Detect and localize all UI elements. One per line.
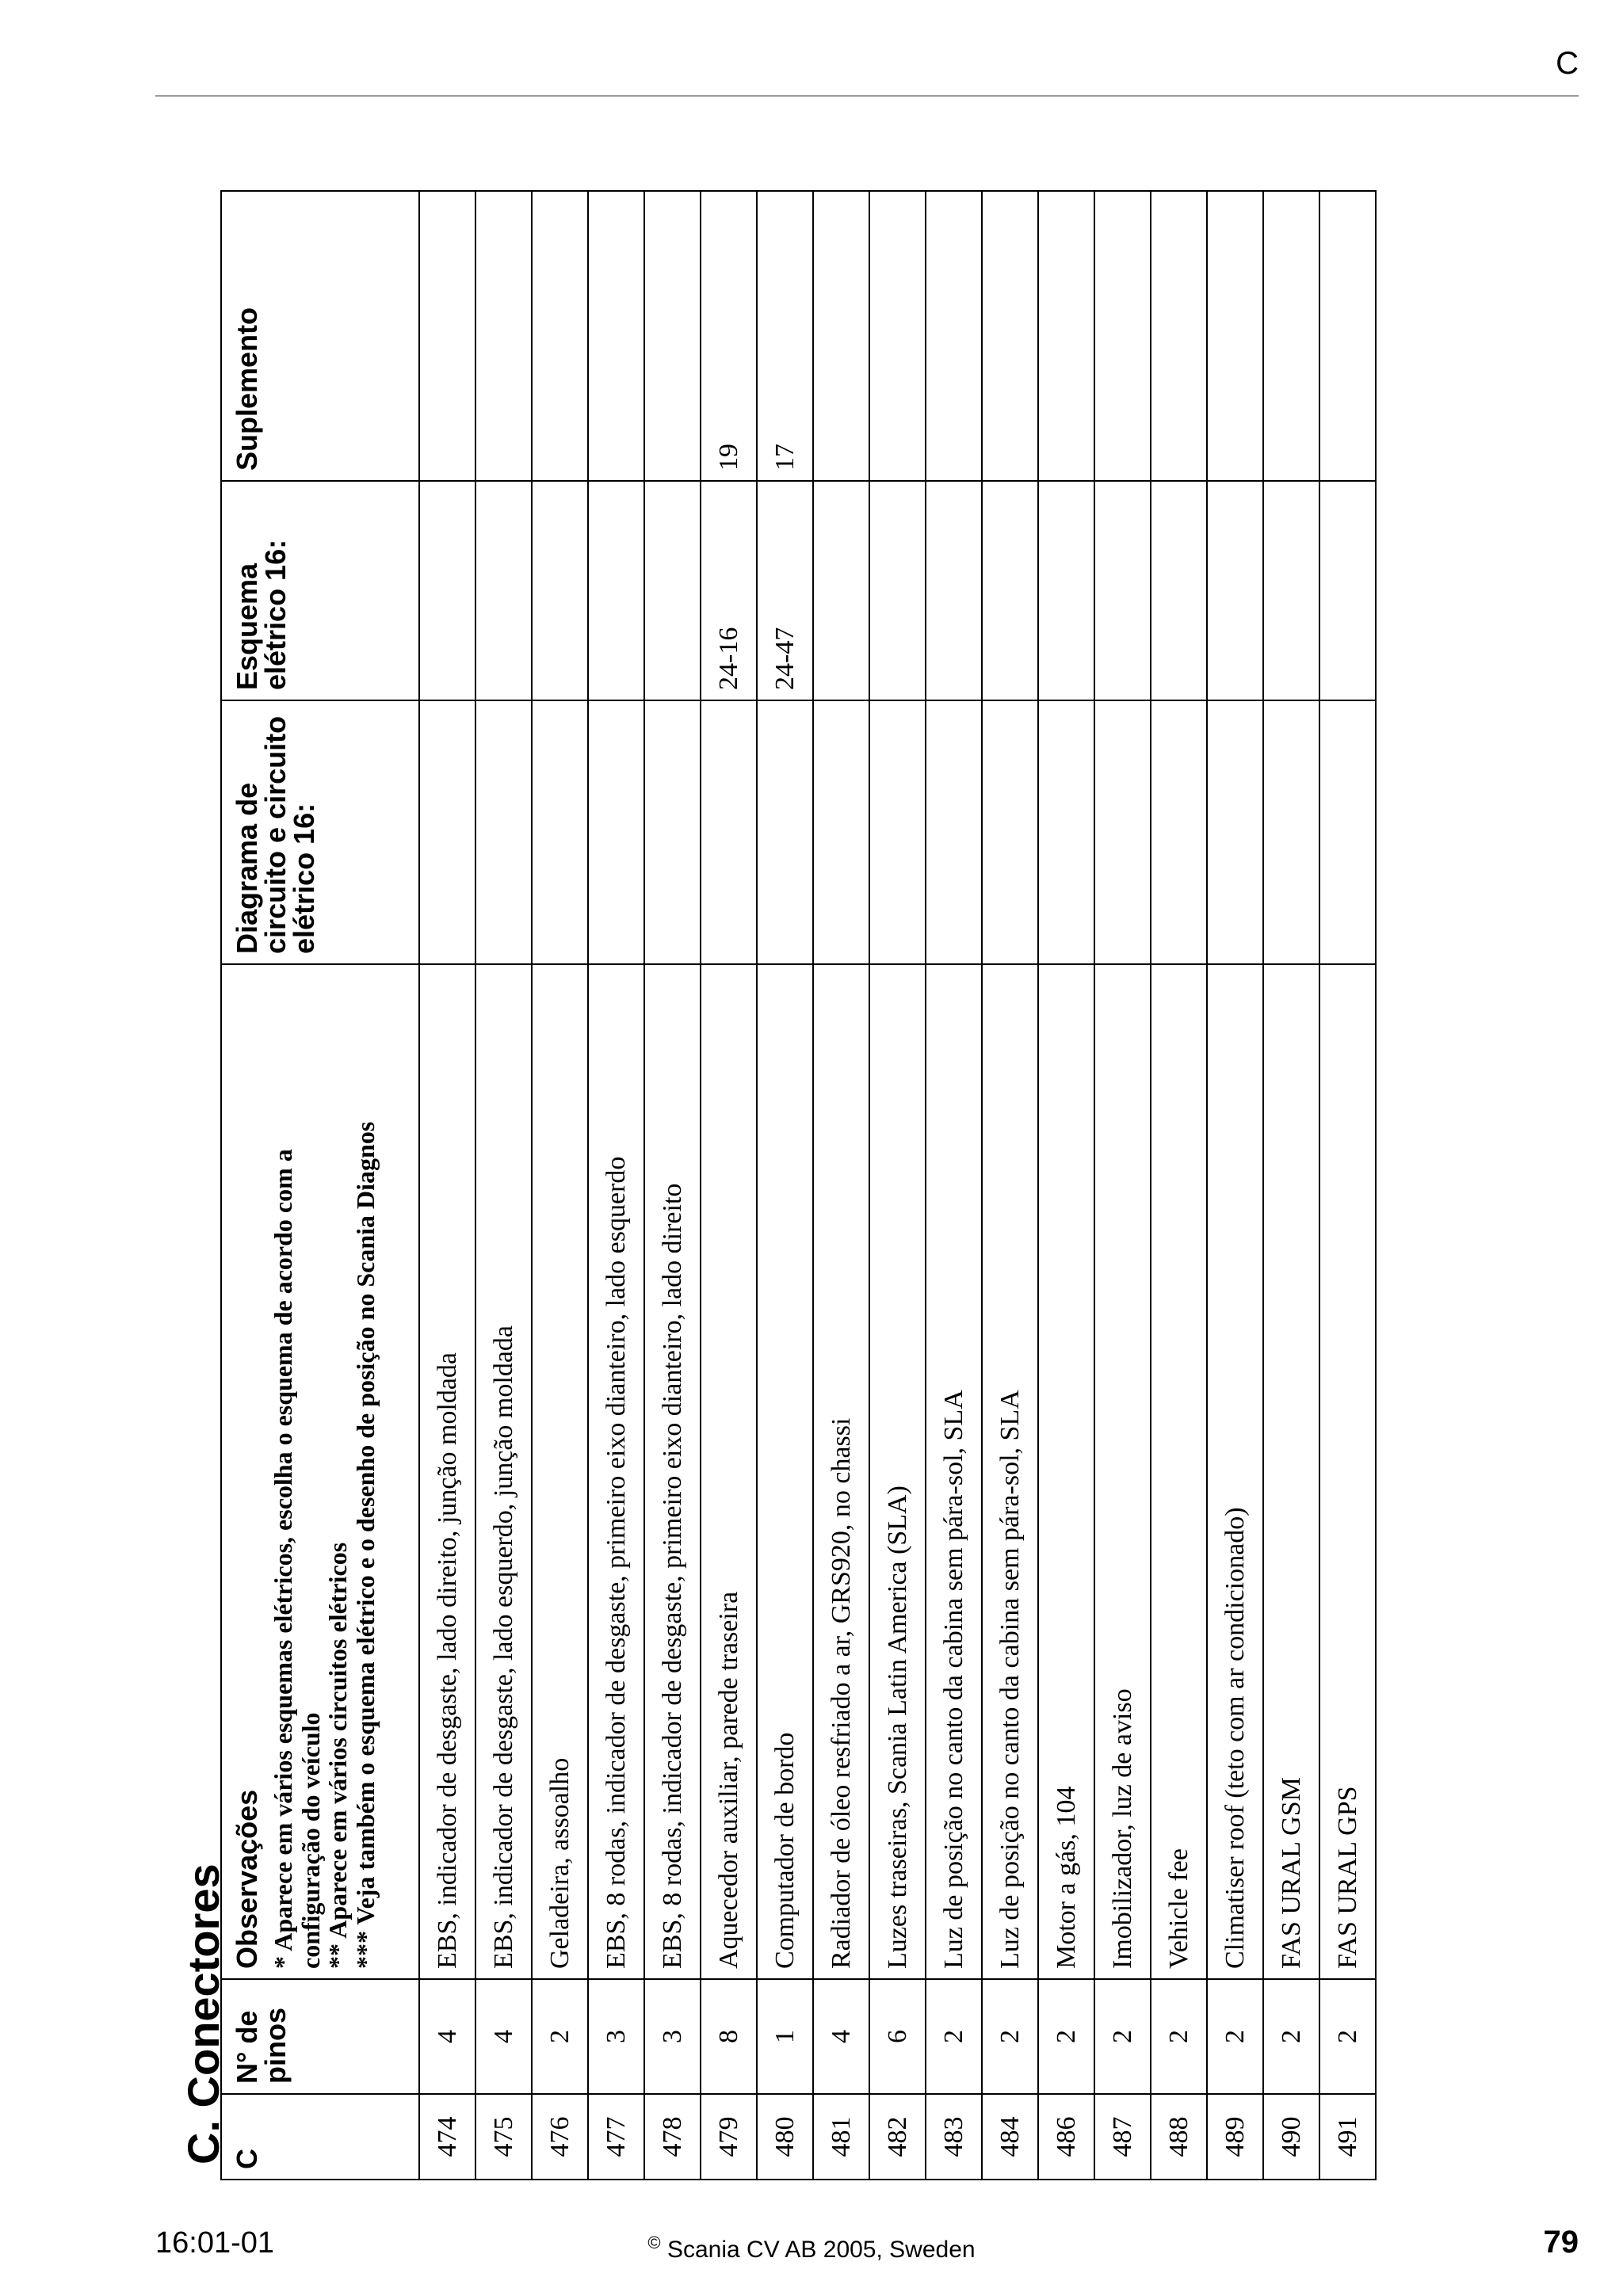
cell-c: 475 [475,2094,532,2180]
cell-diagram [813,700,869,964]
cell-pins: 2 [1263,1979,1319,2094]
cell-pins: 6 [869,1979,926,2094]
cell-c: 474 [419,2094,475,2180]
cell-scheme: 24-16 [701,481,757,700]
table-row [532,191,588,2180]
cell-scheme [1038,481,1094,700]
cell-scheme: 24-47 [757,481,813,700]
col-header-pins: N° de pinos [221,1979,419,2094]
cell-scheme [926,481,982,700]
cell-supplement [419,191,475,481]
table-row [644,191,701,2180]
cell-observation: Luz de posição no canto da cabina sem pára-sol, SLA [926,964,982,1979]
rotated-content [166,192,1419,2180]
cell-scheme [1319,481,1376,700]
section-corner-letter: C [1556,46,1579,81]
cell-diagram [1263,700,1319,964]
note-line: ** Aparece em vários circuitos elétricos [323,1542,353,1969]
cell-c: 488 [1151,2094,1207,2180]
copyright-text: Scania CV AB 2005, Sweden [666,2237,976,2263]
cell-observation: Motor a gás, 104 [1038,964,1094,1979]
col-header-supplement: Suplemento [221,191,419,481]
cell-scheme [1263,481,1319,700]
cell-pins: 2 [1207,1979,1263,2094]
section-title: C. Conectores [178,1863,228,2164]
cell-scheme [982,481,1038,700]
table-row [1263,191,1319,2180]
cell-observation: Vehicle fee [1151,964,1207,1979]
cell-diagram [757,700,813,964]
col-header-scheme: Esquema elétrico 16: [221,481,419,700]
table-body [419,191,1376,2180]
cell-c: 491 [1319,2094,1376,2180]
copyright-notice [0,2233,1623,2264]
cell-supplement [475,191,532,481]
col-header-diagram: Diagrama de circuito e circuito elétrico 16: [221,700,419,964]
cell-scheme [419,481,475,700]
cell-pins: 3 [644,1979,701,2094]
note-line: configuração do veículo [296,1712,325,1969]
note-line: * Aparece em vários esquemas elétricos, escolha o esquema de acordo com a [269,1149,297,1969]
cell-supplement [982,191,1038,481]
cell-c: 489 [1207,2094,1263,2180]
cell-observation: EBS, indicador de desgaste, lado esquerdo, junção moldada [475,964,532,1979]
cell-pins: 2 [532,1979,588,2094]
cell-scheme [475,481,532,700]
cell-pins: 2 [1319,1979,1376,2094]
cell-pins: 3 [588,1979,644,2094]
document-code: 16:01-01 [155,2226,275,2260]
cell-diagram [419,700,475,964]
connectors-table [220,190,1377,2180]
cell-observation: EBS, 8 rodas, indicador de desgaste, primeiro eixo dianteiro, lado esquerdo [588,964,644,1979]
cell-scheme [1094,481,1151,700]
note-line: *** Veja também o esquema elétrico e o desenho de posição no Scania Diagnos [350,1121,380,1969]
cell-diagram [532,700,588,964]
cell-pins: 8 [701,1979,757,2094]
cell-observation: FAS URAL GSM [1263,964,1319,1979]
cell-c: 482 [869,2094,926,2180]
table-row [701,191,757,2180]
cell-observation: Radiador de óleo resfriado a ar, GRS920, no chassi [813,964,869,1979]
table-row [475,191,532,2180]
cell-pins: 2 [1151,1979,1207,2094]
table-row [419,191,475,2180]
cell-supplement [926,191,982,481]
col-header-observations [221,964,419,1979]
cell-c: 486 [1038,2094,1094,2180]
cell-supplement [1151,191,1207,481]
cell-scheme [588,481,644,700]
cell-supplement [1207,191,1263,481]
cell-observation: Aquecedor auxiliar, parede traseira [701,964,757,1979]
cell-observation: Luz de posição no canto da cabina sem pára-sol, SLA [982,964,1038,1979]
cell-supplement [1094,191,1151,481]
cell-diagram [475,700,532,964]
observations-notes [269,974,379,1969]
cell-c: 490 [1263,2094,1319,2180]
cell-supplement [813,191,869,481]
cell-scheme [1207,481,1263,700]
cell-supplement: 17 [757,191,813,481]
cell-c: 487 [1094,2094,1151,2180]
cell-scheme [869,481,926,700]
table-row [982,191,1038,2180]
cell-c: 478 [644,2094,701,2180]
cell-c: 477 [588,2094,644,2180]
cell-supplement [532,191,588,481]
cell-diagram [1038,700,1094,964]
cell-observation: EBS, 8 rodas, indicador de desgaste, primeiro eixo dianteiro, lado direito [644,964,701,1979]
cell-observation: Geladeira, assoalho [532,964,588,1979]
table-row [588,191,644,2180]
cell-diagram [869,700,926,964]
cell-pins: 2 [1038,1979,1094,2094]
copyright-symbol: © [647,2233,661,2252]
cell-pins: 4 [475,1979,532,2094]
cell-pins: 4 [813,1979,869,2094]
cell-c: 476 [532,2094,588,2180]
cell-diagram [1151,700,1207,964]
cell-observation: Computador de bordo [757,964,813,1979]
cell-supplement [869,191,926,481]
cell-supplement [1038,191,1094,481]
cell-c: 480 [757,2094,813,2180]
cell-pins: 2 [1094,1979,1151,2094]
table-row [926,191,982,2180]
cell-c: 483 [926,2094,982,2180]
table-row [1038,191,1094,2180]
cell-diagram [926,700,982,964]
cell-observation: Imobilizador, luz de aviso [1094,964,1151,1979]
header-divider [155,95,1579,97]
cell-c: 484 [982,2094,1038,2180]
table-row [1319,191,1376,2180]
cell-c: 481 [813,2094,869,2180]
cell-pins: 2 [926,1979,982,2094]
cell-supplement: 19 [701,191,757,481]
cell-scheme [532,481,588,700]
cell-observation: Climatiser roof (teto com ar condicionado) [1207,964,1263,1979]
cell-scheme [644,481,701,700]
cell-observation: EBS, indicador de desgaste, lado direito, junção moldada [419,964,475,1979]
table-row [1151,191,1207,2180]
cell-scheme [813,481,869,700]
cell-diagram [701,700,757,964]
table-row [869,191,926,2180]
cell-diagram [1319,700,1376,964]
cell-supplement [1319,191,1376,481]
cell-supplement [644,191,701,481]
cell-diagram [1094,700,1151,964]
cell-pins: 1 [757,1979,813,2094]
table-row [813,191,869,2180]
col-header-c: C [221,2094,419,2180]
cell-c: 479 [701,2094,757,2180]
cell-diagram [1207,700,1263,964]
cell-diagram [588,700,644,964]
cell-scheme [1151,481,1207,700]
cell-pins: 4 [419,1979,475,2094]
cell-observation: Luzes traseiras, Scania Latin America (SLA) [869,964,926,1979]
cell-supplement [1263,191,1319,481]
cell-supplement [588,191,644,481]
table-row [1207,191,1263,2180]
table-row [1094,191,1151,2180]
page-number: 79 [1543,2225,1579,2260]
observations-heading: Observações [231,1789,263,1969]
cell-pins: 2 [982,1979,1038,2094]
cell-diagram [982,700,1038,964]
table-row [757,191,813,2180]
cell-observation: FAS URAL GPS [1319,964,1376,1979]
cell-diagram [644,700,701,964]
table-header-row [221,191,419,2180]
